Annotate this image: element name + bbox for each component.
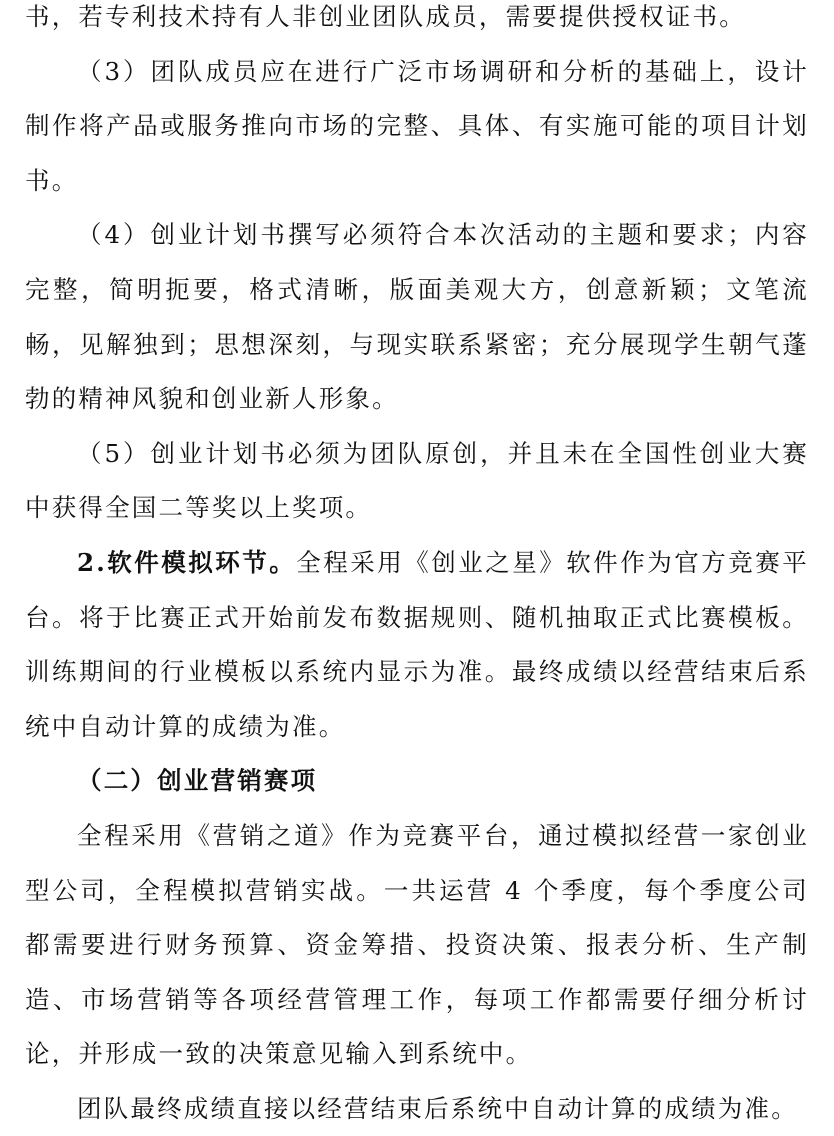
document-page bbox=[25, 0, 809, 1136]
software-simulation-body: 全程采用《创业之星》软件作为官方竞赛平台。将于比赛正式开始前发布数据规则、随机抽取正式比赛模板。训练期间的行业模板以系统内显示为准。最终成绩以经营结束后系统中自动计算的成绩为准。 bbox=[25, 547, 809, 741]
paragraph-marketing: 全程采用《营销之道》作为竞赛平台，通过模拟经营一家创业型公司，全程模拟营销实战。一共运营 4 个季度，每个季度公司都需要进行财务预算、资金筹措、投资决策、报表分析、生产制造、市场营销等各项经营管理工作，每项工作都需要仔细分析讨论，并形成一致的决策意见输入到系统中。 bbox=[25, 820, 809, 1069]
paragraph-item-5: （5）创业计划书必须为团队原创，并且未在全国性创业大赛中获得全国二等奖以上奖项。 bbox=[25, 438, 809, 523]
software-simulation-lead: 2.软件模拟环节。 bbox=[77, 547, 297, 577]
paragraph-final-score: 团队最终成绩直接以经营结束后系统中自动计算的成绩为准。 bbox=[77, 1093, 798, 1123]
paragraph-item-3: （3）团队成员应在进行广泛市场调研和分析的基础上，设计制作将产品或服务推向市场的完整、具体、有实施可能的项目计划书。 bbox=[25, 56, 809, 195]
paragraph-software-simulation bbox=[25, 536, 809, 754]
section-heading: （二）创业营销赛项 bbox=[77, 766, 318, 796]
paragraph-continuation: 书，若专利技术持有人非创业团队成员，需要提供授权证书。 bbox=[25, 2, 746, 31]
paragraph-item-4: （4）创业计划书撰写必须符合本次活动的主题和要求；内容完整，简明扼要，格式清晰，版面美观大方，创意新颖；文笔流畅，见解独到；思想深刻，与现实联系紧密；充分展现学生朝气蓬勃的精神风貌和创业新人形象。 bbox=[25, 220, 809, 414]
